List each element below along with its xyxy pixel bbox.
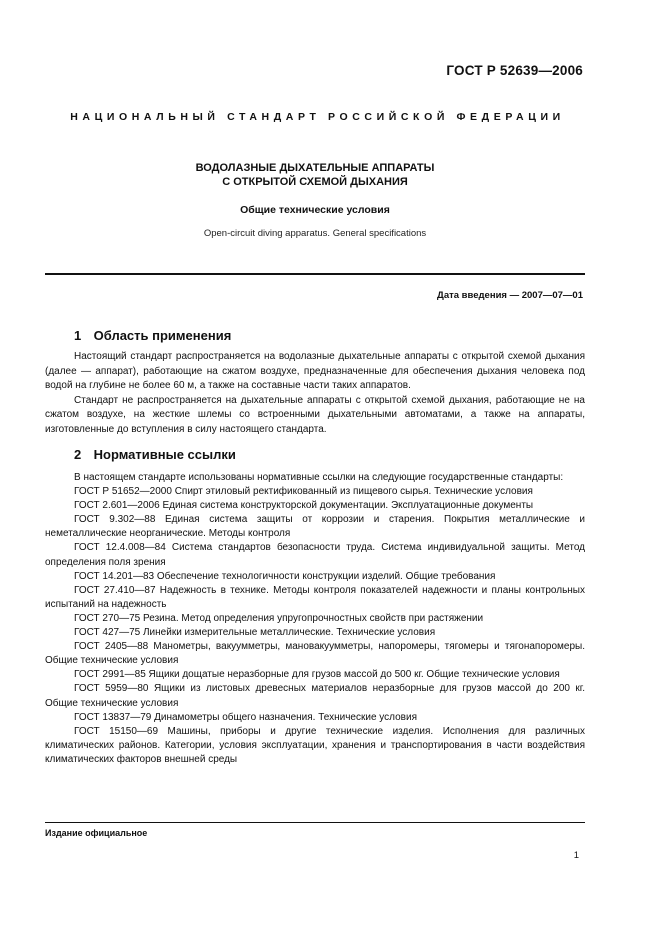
reference-item: ГОСТ 5959—80 Ящики из листовых древесных материалов неразборные для грузов массой до 200 кг. Общие технические условия bbox=[45, 683, 585, 709]
title-block bbox=[45, 161, 585, 239]
reference-item: ГОСТ 427—75 Линейки измерительные металлические. Технические условия bbox=[74, 627, 436, 639]
section-1-body bbox=[45, 350, 585, 437]
reference-item: ГОСТ 2991—85 Ящики дощатые неразборные для грузов массой до 500 кг. Общие технические условия bbox=[74, 669, 560, 681]
reference-item: ГОСТ 2405—88 Манометры, вакуумметры, мановакуумметры, напоромеры, тягомеры и тягонапоромеры. Общие технические условия bbox=[45, 641, 585, 667]
official-edition-note: Издание официальное bbox=[45, 828, 148, 838]
reference-item: ГОСТ 2.601—2006 Единая система конструкторской документации. Эксплуатационные документы bbox=[74, 500, 534, 512]
section-1-paragraph: Настоящий стандарт распространяется на водолазные дыхательные аппараты с открытой схемой дыхания (далее — аппарат), работающие на сжатом воздухе, предназначенные для обеспечения дыхания человека под водой на глубине не более 60 м, а также на составные части таких аппаратов. bbox=[45, 351, 585, 391]
divider-rule bbox=[45, 273, 585, 275]
reference-item: ГОСТ 12.4.008—84 Система стандартов безопасности труда. Система индивидуальной защиты. Метод определения поля зрения bbox=[45, 542, 585, 568]
section-2-heading bbox=[74, 447, 236, 462]
reference-item: ГОСТ 270—75 Резина. Метод определения упругопрочностных свойств при растяжении bbox=[74, 612, 484, 624]
reference-item: ГОСТ 15150—69 Машины, приборы и другие технические изделия. Исполнения для различных климатических районов. Категории, условия эксплуатации, хранения и транспортирования в части воздействия климатических факторов внешней среды bbox=[45, 725, 585, 765]
title-line-2: С ОТКРЫТОЙ СХЕМОЙ ДЫХАНИЯ bbox=[222, 176, 408, 188]
subtitle: Общие технические условия bbox=[240, 204, 390, 216]
normative-references-list bbox=[45, 471, 585, 767]
reference-item: ГОСТ 27.410—87 Надежность в технике. Методы контроля показателей надежности и планы контрольных испытаний на надежность bbox=[45, 584, 585, 610]
title-line-1: ВОДОЛАЗНЫЕ ДЫХАТЕЛЬНЫЕ АППАРАТЫ bbox=[195, 162, 435, 174]
page-number: 1 bbox=[573, 850, 579, 861]
footer-rule bbox=[45, 822, 585, 823]
document-code: ГОСТ Р 52639—2006 bbox=[446, 63, 583, 78]
section-2-title: Нормативные ссылки bbox=[93, 447, 236, 462]
references-intro: В настоящем стандарте использованы нормативные ссылки на следующие государственные стандарты: bbox=[74, 472, 564, 483]
section-2-number: 2 bbox=[74, 447, 82, 462]
national-standard-banner: НАЦИОНАЛЬНЫЙ СТАНДАРТ РОССИЙСКОЙ ФЕДЕРАЦИИ bbox=[70, 111, 565, 123]
section-1-title: Область применения bbox=[93, 328, 232, 343]
english-title: Open-circuit diving apparatus. General specifications bbox=[203, 228, 427, 239]
reference-item: ГОСТ Р 51652—2000 Спирт этиловый ректификованный из пищевого сырья. Технические условия bbox=[74, 486, 533, 498]
section-1-paragraph: Стандарт не распространяется на дыхательные аппараты с открытой схемой дыхания, работающие не на сжатом воздухе, на жесткие шлемы со встроенными дыхательными автоматами, а также на аппараты, изготовленные до вступления в силу настоящего стандарта. bbox=[45, 394, 585, 435]
reference-item: ГОСТ 14.201—83 Обеспечение технологичности конструкции изделий. Общие требования bbox=[74, 570, 496, 582]
section-1-number: 1 bbox=[74, 328, 82, 343]
reference-item: ГОСТ 13837—79 Динамометры общего назначения. Технические условия bbox=[74, 711, 417, 723]
section-1-heading bbox=[74, 328, 231, 343]
introduction-date: Дата введения — 2007—07—01 bbox=[437, 290, 583, 301]
reference-item: ГОСТ 9.302—88 Единая система защиты от коррозии и старения. Покрытия металлические и неметаллические неорганические. Методы контроля bbox=[45, 514, 585, 540]
